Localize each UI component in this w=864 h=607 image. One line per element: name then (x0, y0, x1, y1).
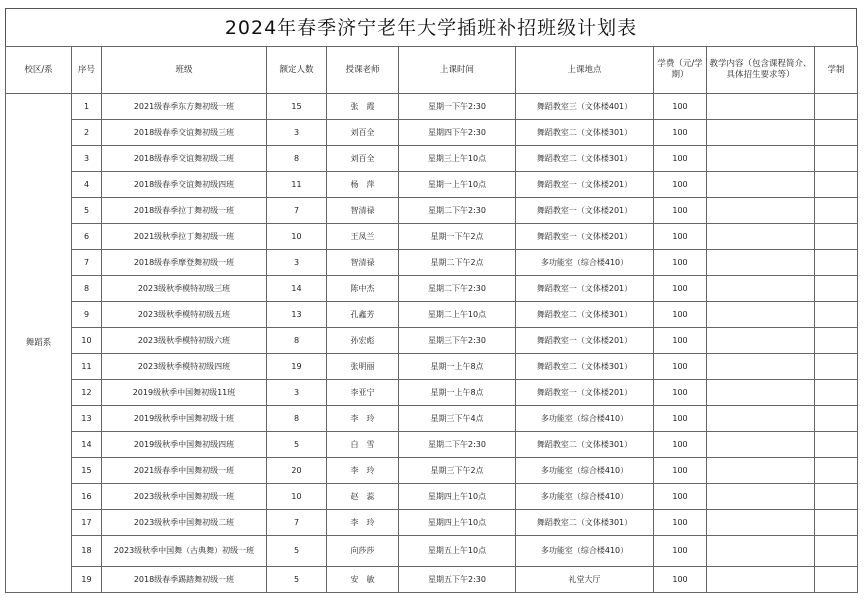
row-location: 舞蹈教室二（文体楼301） (516, 120, 654, 146)
row-duration (815, 198, 858, 224)
row-class: 2023级秋季模特初级五班 (102, 302, 267, 328)
row-quota: 13 (267, 302, 327, 328)
row-content (707, 120, 815, 146)
row-seq: 1 (72, 94, 102, 120)
row-content (707, 198, 815, 224)
row-duration (815, 146, 858, 172)
row-content (707, 250, 815, 276)
row-teacher: 李亚宁 (327, 380, 399, 406)
row-seq: 14 (72, 432, 102, 458)
table-row (6, 510, 858, 536)
department-cell: 舞蹈系 (6, 94, 72, 593)
row-fee: 100 (654, 406, 707, 432)
row-seq: 11 (72, 354, 102, 380)
table-row (6, 224, 858, 250)
row-time: 星期一下午2:30 (399, 94, 516, 120)
row-quota: 14 (267, 276, 327, 302)
schedule-sheet (5, 8, 857, 593)
row-class: 2021级春季中国舞初级一班 (102, 458, 267, 484)
table-row (6, 328, 858, 354)
row-duration (815, 250, 858, 276)
row-location: 多功能室（综合楼410） (516, 458, 654, 484)
row-location: 舞蹈教室二（文体楼301） (516, 510, 654, 536)
table-row (6, 458, 858, 484)
row-time: 星期三下午2点 (399, 458, 516, 484)
table-row (6, 380, 858, 406)
row-content (707, 510, 815, 536)
row-duration (815, 406, 858, 432)
header-teacher: 授课老师 (327, 47, 399, 94)
row-class: 2023级秋季模特初级六班 (102, 328, 267, 354)
row-time: 星期四下午2:30 (399, 120, 516, 146)
class-plan-table (5, 46, 858, 593)
header-location: 上课地点 (516, 47, 654, 94)
row-content (707, 432, 815, 458)
row-content (707, 172, 815, 198)
row-fee: 100 (654, 510, 707, 536)
header-campus: 校区/系 (6, 47, 72, 94)
row-time: 星期三上午10点 (399, 146, 516, 172)
row-duration (815, 458, 858, 484)
row-fee: 100 (654, 354, 707, 380)
row-fee: 100 (654, 146, 707, 172)
row-location: 舞蹈教室三（文体楼401） (516, 94, 654, 120)
row-seq: 12 (72, 380, 102, 406)
row-quota: 19 (267, 354, 327, 380)
row-time: 星期二下午2:30 (399, 276, 516, 302)
row-teacher: 白 雪 (327, 432, 399, 458)
row-teacher: 刘百全 (327, 120, 399, 146)
row-seq: 16 (72, 484, 102, 510)
header-seq: 序号 (72, 47, 102, 94)
row-content (707, 536, 815, 567)
row-teacher: 张明丽 (327, 354, 399, 380)
row-time: 星期一上午8点 (399, 380, 516, 406)
row-seq: 7 (72, 250, 102, 276)
row-seq: 4 (72, 172, 102, 198)
row-duration (815, 432, 858, 458)
row-quota: 3 (267, 120, 327, 146)
row-content (707, 276, 815, 302)
row-class: 2023级秋季模特初级四班 (102, 354, 267, 380)
table-row (6, 484, 858, 510)
row-content (707, 567, 815, 593)
row-quota: 7 (267, 510, 327, 536)
row-time: 星期二下午2:30 (399, 198, 516, 224)
row-seq: 2 (72, 120, 102, 146)
row-class: 2021级秋季拉丁舞初级一班 (102, 224, 267, 250)
row-time: 星期一下午2点 (399, 224, 516, 250)
row-seq: 18 (72, 536, 102, 567)
row-fee: 100 (654, 328, 707, 354)
row-seq: 3 (72, 146, 102, 172)
row-class: 2018级春季踢踏舞初级一班 (102, 567, 267, 593)
table-row (6, 198, 858, 224)
row-location: 舞蹈教室二（文体楼301） (516, 354, 654, 380)
table-row (6, 354, 858, 380)
row-duration (815, 302, 858, 328)
row-location: 舞蹈教室一（文体楼201） (516, 380, 654, 406)
row-quota: 15 (267, 94, 327, 120)
row-class: 2023级秋季中国舞（古典舞）初级一班 (102, 536, 267, 567)
row-time: 星期三下午4点 (399, 406, 516, 432)
row-quota: 8 (267, 146, 327, 172)
row-quota: 5 (267, 567, 327, 593)
row-teacher: 李 玲 (327, 458, 399, 484)
header-duration: 学制 (815, 47, 858, 94)
row-teacher: 向莎莎 (327, 536, 399, 567)
row-duration (815, 224, 858, 250)
row-location: 舞蹈教室二（文体楼301） (516, 146, 654, 172)
row-fee: 100 (654, 458, 707, 484)
row-teacher: 安 敏 (327, 567, 399, 593)
row-fee: 100 (654, 120, 707, 146)
row-fee: 100 (654, 198, 707, 224)
row-teacher: 智清禄 (327, 250, 399, 276)
table-row (6, 94, 858, 120)
row-time: 星期五下午2:30 (399, 567, 516, 593)
table-row (6, 406, 858, 432)
table-row (6, 302, 858, 328)
row-fee: 100 (654, 250, 707, 276)
row-class: 2018级春季摩登舞初级一班 (102, 250, 267, 276)
row-duration (815, 536, 858, 567)
row-teacher: 李 玲 (327, 406, 399, 432)
row-time: 星期四上午10点 (399, 484, 516, 510)
row-teacher: 孙宏彪 (327, 328, 399, 354)
row-quota: 8 (267, 406, 327, 432)
row-time: 星期二下午2:30 (399, 432, 516, 458)
row-teacher: 孔鑫芳 (327, 302, 399, 328)
row-duration (815, 328, 858, 354)
row-teacher: 刘百全 (327, 146, 399, 172)
row-content (707, 94, 815, 120)
row-teacher: 李 玲 (327, 510, 399, 536)
row-class: 2019级秋季中国舞初级十班 (102, 406, 267, 432)
row-seq: 6 (72, 224, 102, 250)
table-row (6, 250, 858, 276)
row-location: 礼堂大厅 (516, 567, 654, 593)
row-seq: 8 (72, 276, 102, 302)
row-fee: 100 (654, 302, 707, 328)
row-location: 舞蹈教室一（文体楼201） (516, 198, 654, 224)
row-location: 多功能室（综合楼410） (516, 250, 654, 276)
row-class: 2021级春季东方舞初级一班 (102, 94, 267, 120)
row-class: 2019级秋季中国舞初级四班 (102, 432, 267, 458)
row-quota: 11 (267, 172, 327, 198)
row-fee: 100 (654, 172, 707, 198)
row-seq: 19 (72, 567, 102, 593)
row-quota: 5 (267, 432, 327, 458)
row-teacher: 张 霞 (327, 94, 399, 120)
row-seq: 10 (72, 328, 102, 354)
row-content (707, 328, 815, 354)
header-quota: 额定人数 (267, 47, 327, 94)
row-duration (815, 120, 858, 146)
table-row (6, 276, 858, 302)
row-duration (815, 94, 858, 120)
row-class: 2019级秋季中国舞初级11班 (102, 380, 267, 406)
row-quota: 7 (267, 198, 327, 224)
row-seq: 17 (72, 510, 102, 536)
row-time: 星期一上午8点 (399, 354, 516, 380)
row-time: 星期五上午10点 (399, 536, 516, 567)
row-duration (815, 510, 858, 536)
row-content (707, 406, 815, 432)
row-quota: 20 (267, 458, 327, 484)
row-teacher: 王凤兰 (327, 224, 399, 250)
row-seq: 13 (72, 406, 102, 432)
header-row (6, 47, 858, 94)
row-seq: 5 (72, 198, 102, 224)
table-body (6, 94, 858, 593)
row-duration (815, 484, 858, 510)
row-content (707, 380, 815, 406)
row-fee: 100 (654, 380, 707, 406)
row-class: 2018级春季拉丁舞初级一班 (102, 198, 267, 224)
row-class: 2023级秋季模特初级三班 (102, 276, 267, 302)
row-time: 星期一上午10点 (399, 172, 516, 198)
row-quota: 10 (267, 224, 327, 250)
row-location: 舞蹈教室一（文体楼201） (516, 224, 654, 250)
table-row (6, 146, 858, 172)
row-time: 星期三下午2:30 (399, 328, 516, 354)
row-duration (815, 354, 858, 380)
row-fee: 100 (654, 224, 707, 250)
row-location: 多功能室（综合楼410） (516, 406, 654, 432)
row-fee: 100 (654, 484, 707, 510)
row-location: 舞蹈教室一（文体楼201） (516, 328, 654, 354)
row-class: 2018级春季交谊舞初级三班 (102, 120, 267, 146)
row-fee: 100 (654, 276, 707, 302)
table-row (6, 120, 858, 146)
row-fee: 100 (654, 432, 707, 458)
row-quota: 5 (267, 536, 327, 567)
row-time: 星期二下午2点 (399, 250, 516, 276)
row-location: 舞蹈教室一（文体楼201） (516, 172, 654, 198)
table-row (6, 567, 858, 593)
row-quota: 3 (267, 250, 327, 276)
row-fee: 100 (654, 94, 707, 120)
header-class: 班级 (102, 47, 267, 94)
row-quota: 3 (267, 380, 327, 406)
row-seq: 15 (72, 458, 102, 484)
row-quota: 10 (267, 484, 327, 510)
row-seq: 9 (72, 302, 102, 328)
row-location: 多功能室（综合楼410） (516, 536, 654, 567)
row-content (707, 146, 815, 172)
row-fee: 100 (654, 536, 707, 567)
row-content (707, 484, 815, 510)
row-content (707, 302, 815, 328)
row-content (707, 224, 815, 250)
row-teacher: 赵 蕊 (327, 484, 399, 510)
row-teacher: 杨 萍 (327, 172, 399, 198)
header-content: 教学内容（包含课程简介、具体招生要求等） (707, 47, 815, 94)
row-class: 2023级秋季中国舞初级一班 (102, 484, 267, 510)
row-location: 舞蹈教室二（文体楼301） (516, 302, 654, 328)
row-duration (815, 172, 858, 198)
row-class: 2018级春季交谊舞初级四班 (102, 172, 267, 198)
table-row (6, 432, 858, 458)
row-time: 星期二上午10点 (399, 302, 516, 328)
row-duration (815, 276, 858, 302)
row-teacher: 智清禄 (327, 198, 399, 224)
row-location: 舞蹈教室二（文体楼301） (516, 432, 654, 458)
row-location: 舞蹈教室一（文体楼201） (516, 276, 654, 302)
row-content (707, 458, 815, 484)
row-fee: 100 (654, 567, 707, 593)
row-quota: 8 (267, 328, 327, 354)
row-class: 2018级春季交谊舞初级二班 (102, 146, 267, 172)
row-content (707, 354, 815, 380)
table-row (6, 536, 858, 567)
row-time: 星期四上午10点 (399, 510, 516, 536)
row-teacher: 陈中杰 (327, 276, 399, 302)
row-duration (815, 380, 858, 406)
header-fee: 学费（元/学期） (654, 47, 707, 94)
page-title: 2024年春季济宁老年大学插班补招班级计划表 (5, 8, 857, 46)
row-location: 多功能室（综合楼410） (516, 484, 654, 510)
header-time: 上课时间 (399, 47, 516, 94)
row-duration (815, 567, 858, 593)
row-class: 2023级秋季中国舞初级二班 (102, 510, 267, 536)
table-row (6, 172, 858, 198)
